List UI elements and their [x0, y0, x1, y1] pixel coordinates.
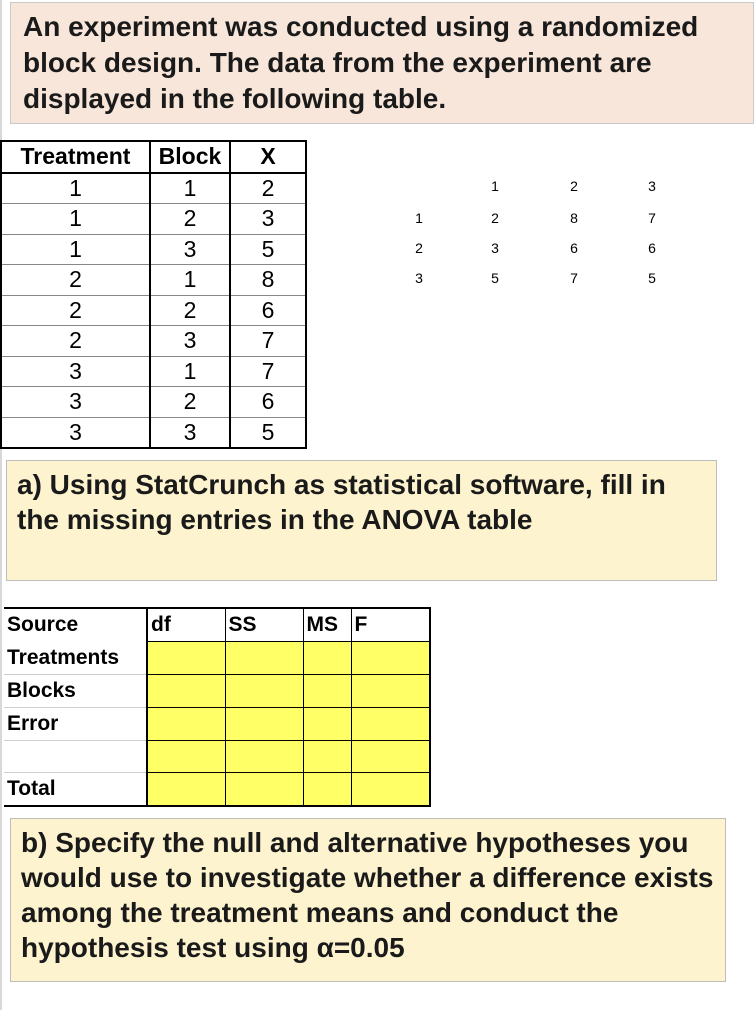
anova-ss-input-cell[interactable] — [225, 642, 303, 675]
block-cell: 1 — [150, 173, 230, 204]
treatment-cell: 2 — [1, 326, 150, 357]
treatment-cell: 3 — [1, 417, 150, 448]
anova-header-f: F — [351, 608, 430, 642]
anova-ss-input-cell[interactable] — [225, 772, 303, 806]
anova-ss-input-cell[interactable] — [225, 740, 303, 772]
data-table-row — [1, 265, 306, 296]
grid-cell: 5 — [491, 270, 499, 286]
experiment-data-table — [0, 140, 307, 449]
data-table-row — [1, 234, 306, 265]
block-cell: 1 — [150, 356, 230, 387]
grid-cell: 5 — [648, 270, 656, 286]
treatment-cell: 2 — [1, 295, 150, 326]
anova-row-label: Total — [4, 772, 147, 806]
anova-row — [4, 707, 430, 740]
anova-f-input-cell[interactable] — [351, 740, 430, 772]
anova-row-label: Treatments — [4, 642, 147, 675]
intro-question-box — [10, 2, 754, 124]
x-cell: 5 — [230, 234, 306, 265]
treatment-cell: 1 — [1, 234, 150, 265]
anova-row-label: Blocks — [4, 674, 147, 707]
anova-ss-input-cell[interactable] — [225, 674, 303, 707]
part-b-text: b) Specify the null and alternative hypotheses you would use to investigate whether a difference exists among the treatment means and conduct the hypothesis test using α=0.05 — [21, 827, 714, 963]
grid-cell: 3 — [491, 240, 499, 256]
part-a-question-box — [6, 460, 717, 581]
x-cell: 3 — [230, 204, 306, 235]
grid-cell: 7 — [648, 210, 656, 226]
x-cell: 5 — [230, 417, 306, 448]
data-table-row — [1, 356, 306, 387]
grid-cell: 7 — [570, 270, 578, 286]
grid-col-header-2: 2 — [570, 178, 578, 194]
anova-header-source: Source — [4, 608, 147, 642]
treatment-cell: 3 — [1, 387, 150, 418]
grid-cell: 6 — [648, 240, 656, 256]
x-cell: 7 — [230, 326, 306, 357]
treatment-cell: 1 — [1, 173, 150, 204]
header-x: X — [230, 141, 306, 173]
anova-df-input-cell[interactable] — [147, 772, 225, 806]
grid-row-label-2: 2 — [415, 240, 423, 256]
anova-df-input-cell[interactable] — [147, 674, 225, 707]
grid-row-label-1: 1 — [415, 210, 423, 226]
data-table-header-row — [1, 141, 306, 173]
anova-row-label — [4, 740, 147, 772]
data-table-row — [1, 326, 306, 357]
anova-header-row — [4, 608, 430, 642]
anova-row — [4, 642, 430, 675]
data-table-row — [1, 204, 306, 235]
grid-cell: 8 — [570, 210, 578, 226]
block-cell: 3 — [150, 234, 230, 265]
data-table-row — [1, 417, 306, 448]
anova-header-df: df — [147, 608, 225, 642]
anova-ms-input-cell[interactable] — [303, 707, 351, 740]
anova-df-input-cell[interactable] — [147, 740, 225, 772]
anova-f-input-cell[interactable] — [351, 772, 430, 806]
grid-cell: 2 — [491, 210, 499, 226]
anova-row — [4, 740, 430, 772]
treatment-cell: 1 — [1, 204, 150, 235]
data-table-row — [1, 295, 306, 326]
anova-row — [4, 674, 430, 707]
data-table-row — [1, 173, 306, 204]
anova-row — [4, 772, 430, 806]
grid-col-header-3: 3 — [648, 178, 656, 194]
part-a-text: a) Using StatCrunch as statistical software, fill in the missing entries in the ANOVA table — [17, 469, 666, 535]
block-cell: 3 — [150, 417, 230, 448]
grid-row-label-3: 3 — [415, 270, 423, 286]
block-cell: 2 — [150, 295, 230, 326]
x-cell: 8 — [230, 265, 306, 296]
block-cell: 2 — [150, 387, 230, 418]
anova-header-ss: SS — [225, 608, 303, 642]
anova-ms-input-cell[interactable] — [303, 674, 351, 707]
x-cell: 6 — [230, 387, 306, 418]
data-table-row — [1, 387, 306, 418]
block-cell: 1 — [150, 265, 230, 296]
anova-table — [4, 607, 431, 807]
grid-col-header-1: 1 — [491, 178, 499, 194]
anova-df-input-cell[interactable] — [147, 642, 225, 675]
block-cell: 2 — [150, 204, 230, 235]
anova-ms-input-cell[interactable] — [303, 642, 351, 675]
anova-ms-input-cell[interactable] — [303, 772, 351, 806]
x-cell: 6 — [230, 295, 306, 326]
part-b-question-box — [10, 818, 726, 982]
block-cell: 3 — [150, 326, 230, 357]
x-cell: 2 — [230, 173, 306, 204]
header-treatment: Treatment — [1, 141, 150, 173]
treatment-cell: 2 — [1, 265, 150, 296]
anova-header-ms: MS — [303, 608, 351, 642]
anova-ss-input-cell[interactable] — [225, 707, 303, 740]
anova-f-input-cell[interactable] — [351, 707, 430, 740]
anova-row-label: Error — [4, 707, 147, 740]
intro-text: An experiment was conducted using a randomized block design. The data from the experiment are displayed in the following table. — [23, 11, 699, 114]
anova-ms-input-cell[interactable] — [303, 740, 351, 772]
anova-f-input-cell[interactable] — [351, 674, 430, 707]
treatment-cell: 3 — [1, 356, 150, 387]
x-cell: 7 — [230, 356, 306, 387]
anova-df-input-cell[interactable] — [147, 707, 225, 740]
grid-cell: 6 — [570, 240, 578, 256]
header-block: Block — [150, 141, 230, 173]
anova-f-input-cell[interactable] — [351, 642, 430, 675]
